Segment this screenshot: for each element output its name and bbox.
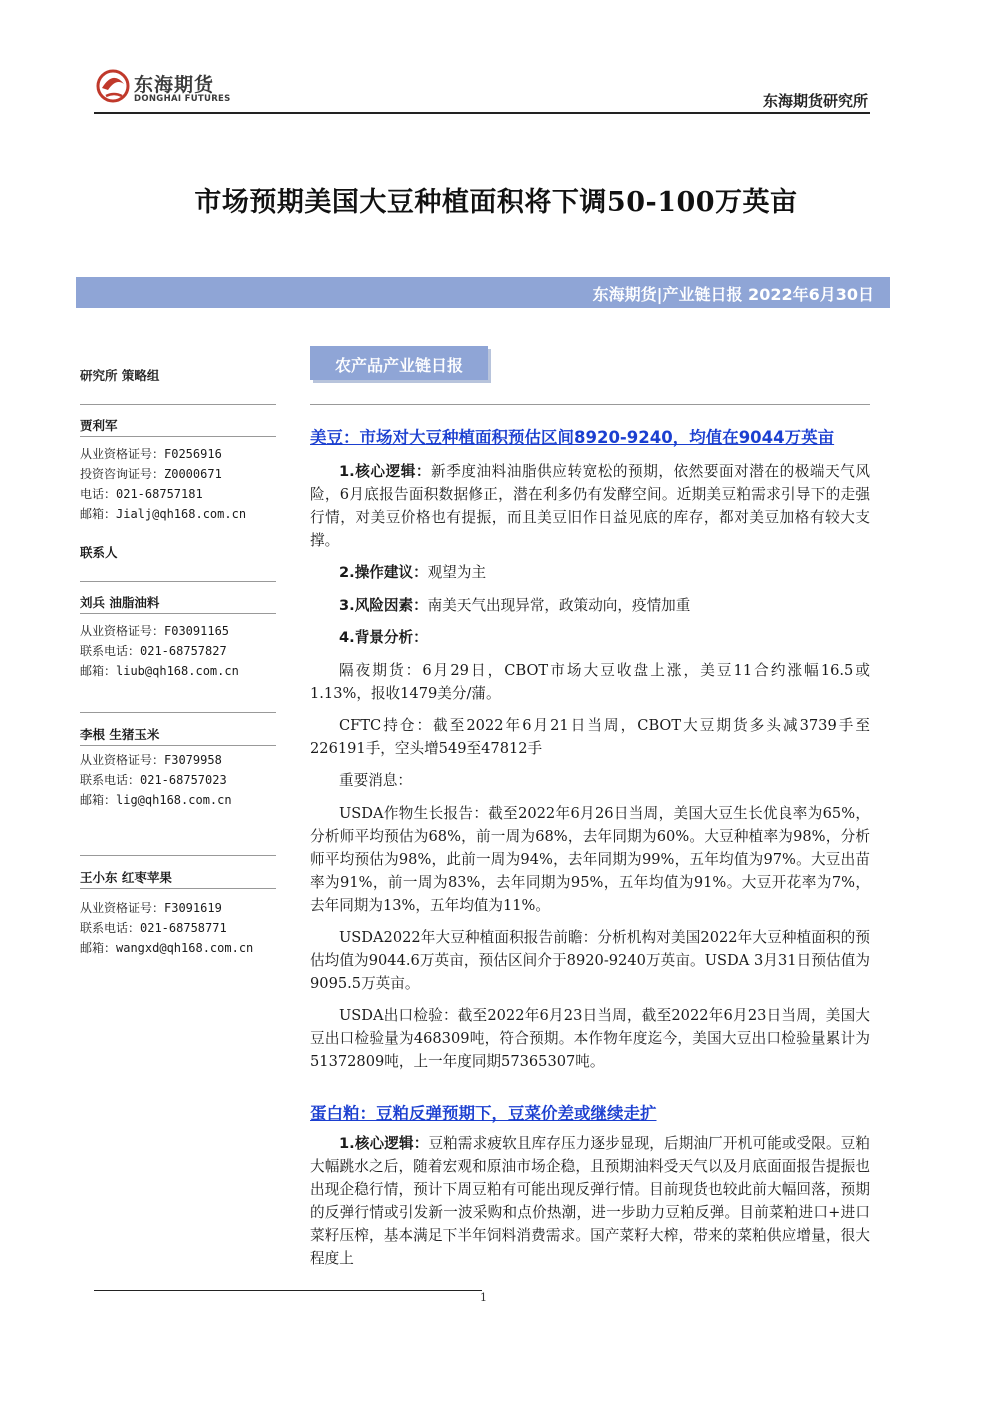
- operation-label: 2.操作建议：: [339, 564, 428, 581]
- logo-chinese-text: 东海期货: [134, 74, 215, 96]
- analyst-email: 邮箱：Jialj@qh168.com.cn: [80, 507, 247, 521]
- contact-detail: 联系电话：021-68757827: [80, 644, 227, 658]
- analyst-detail: 投资咨询证号：Z0000671: [80, 467, 222, 481]
- sidebar-divider: [80, 581, 276, 582]
- report-title: 市场预期美国大豆种植面积将下调50-100万英亩: [194, 187, 798, 218]
- page-number: 1: [480, 1291, 487, 1304]
- section-badge-text: 农产品产业链日报: [334, 356, 463, 375]
- analyst-name: 贾利军: [80, 418, 118, 433]
- contact-detail: 联系电话：021-68757023: [80, 773, 227, 787]
- overnight-futures: 隔夜期货：6月29日，CBOT市场大豆收盘上涨，美豆11合约涨幅16.5或1.13%，报收1479美分/蒲。: [310, 662, 870, 702]
- usda-export-inspection: USDA出口检验：截至2022年6月23日当周，截至2022年6月23日当周，美国大豆出口检验量为468309吨，符合预期。本作物年度迄今，美国大豆出口检验量累计为51372809吨，上一年度同期57365307吨。: [310, 1007, 870, 1070]
- operation-text: 观望为主: [427, 564, 487, 581]
- soybean-background: [310, 626, 870, 649]
- contact-detail: 从业资格证号：F3079958: [80, 753, 222, 767]
- institute-name: 东海期货研究所: [762, 92, 868, 110]
- usda-acreage-preview: USDA2022年大豆种植面积报告前瞻：分析机构对美国2022年大豆种植面积的预估均值为9044.6万英亩，预估区间介于8920-9240万英亩。USDA 3月31日预估值为9095.5万英亩。: [310, 929, 870, 992]
- contacts-label: 联系人: [80, 545, 118, 560]
- core-logic-text: 新季度油料油脂供应转宽松的预期，依然要面对潜在的极端天气风险，6月底报告面积数据修正，潜在利多仍有发酵空间。近期美豆粕需求引导下的走强行情，对美豆价格也有提振，而且美豆旧作日益见底的库存，都对美豆加格有较大支撑。: [310, 463, 870, 549]
- meal-core-logic: [310, 1132, 870, 1270]
- risk-text: 南美天气出现异常，政策动向，疫情加重: [427, 597, 691, 614]
- footer-divider: [94, 1290, 482, 1291]
- logo-english-text: DONGHAI FUTURES: [134, 94, 231, 104]
- contact-name: 刘兵 油脂油料: [80, 595, 160, 610]
- contact-name: 王小东 红枣苹果: [80, 870, 172, 885]
- analyst-detail: 从业资格证号：F0256916: [80, 447, 222, 461]
- cftc-positions: CFTC持仓：截至2022年6月21日当周，CBOT大豆期货多头减3739手至226191手，空头增549至47812手: [310, 717, 870, 757]
- background-label: 4.背景分析：: [339, 629, 428, 646]
- donghai-logo-icon: [94, 66, 132, 106]
- section-badge: [310, 346, 488, 380]
- main-divider: [310, 404, 870, 405]
- meal-section-title: 蛋白粕：豆粕反弹预期下，豆菜价差或继续走扩: [310, 1104, 657, 1123]
- contact-detail: 联系电话：021-68758771: [80, 921, 227, 935]
- report-banner: [76, 277, 890, 308]
- sidebar-divider: [80, 855, 276, 856]
- meal-core-logic-label: 1.核心逻辑：: [339, 1135, 429, 1152]
- usda-crop-progress: USDA作物生长报告：截至2022年6月26日当周，美国大豆生长优良率为65%，分析师平均预估为68%，前一周为68%，去年同期为60%。大豆种植率为98%，分析师平均预估为98%，此前一周为94%，去年同期为99%，五年均值为97%。大豆出苗率为91%，前一周为83%，去年同期为95%，五年均值为91%。大豆开花率为7%，去年同期为13%，五年均值为11%。: [310, 805, 870, 914]
- soybean-core-logic: [310, 460, 870, 552]
- sidebar-group: 研究所 策略组: [80, 368, 160, 383]
- header-divider: [94, 112, 870, 114]
- sidebar-divider: [80, 613, 276, 614]
- contact-email: 邮箱：wangxd@qh168.com.cn: [80, 941, 254, 955]
- contact-name: 李根 生猪玉米: [80, 727, 160, 742]
- contact-detail: 从业资格证号：F3091619: [80, 901, 222, 915]
- contact-email: 邮箱：lig@qh168.com.cn: [80, 793, 232, 807]
- sidebar-divider: [80, 436, 276, 437]
- soybean-section-title: 美豆：市场对大豆种植面积预估区间8920-9240，均值在9044万英亩: [310, 428, 835, 447]
- contact-detail: 从业资格证号：F03091165: [80, 624, 230, 638]
- meal-core-logic-text: 豆粕需求疲软且库存压力逐步显现，后期油厂开机可能或受限。豆粕大幅跳水之后，随着宏观和原油市场企稳，且预期油料受天气以及月底面面报告提振也出现企稳行情，预计下周豆粕有可能出现反弹行情。目前现货也较此前大幅回落，预期的反弹行情或引发新一波采购和点价热潮，进一步助力豆粕反弹。目前菜粕进口+进口菜籽压榨，基本满足下半年饲料消费需求。国产菜籽大榨，带来的菜粕供应增量，很大程度上: [310, 1135, 870, 1267]
- analyst-detail: 电话：021-68757181: [80, 487, 203, 501]
- risk-label: 3.风险因素：: [339, 597, 428, 614]
- banner-text: 东海期货|产业链日报 2022年6月30日: [592, 285, 874, 304]
- soybean-risk: [310, 594, 870, 617]
- news-label: 重要消息：: [339, 772, 412, 789]
- sidebar-divider: [80, 745, 276, 746]
- sidebar-divider: [80, 888, 276, 889]
- contact-email: 邮箱：liub@qh168.com.cn: [80, 664, 239, 678]
- soybean-operation: [310, 561, 870, 584]
- sidebar-divider: [80, 404, 276, 405]
- sidebar-divider: [80, 712, 276, 713]
- core-logic-label: 1.核心逻辑：: [339, 463, 432, 480]
- company-logo: [94, 66, 234, 110]
